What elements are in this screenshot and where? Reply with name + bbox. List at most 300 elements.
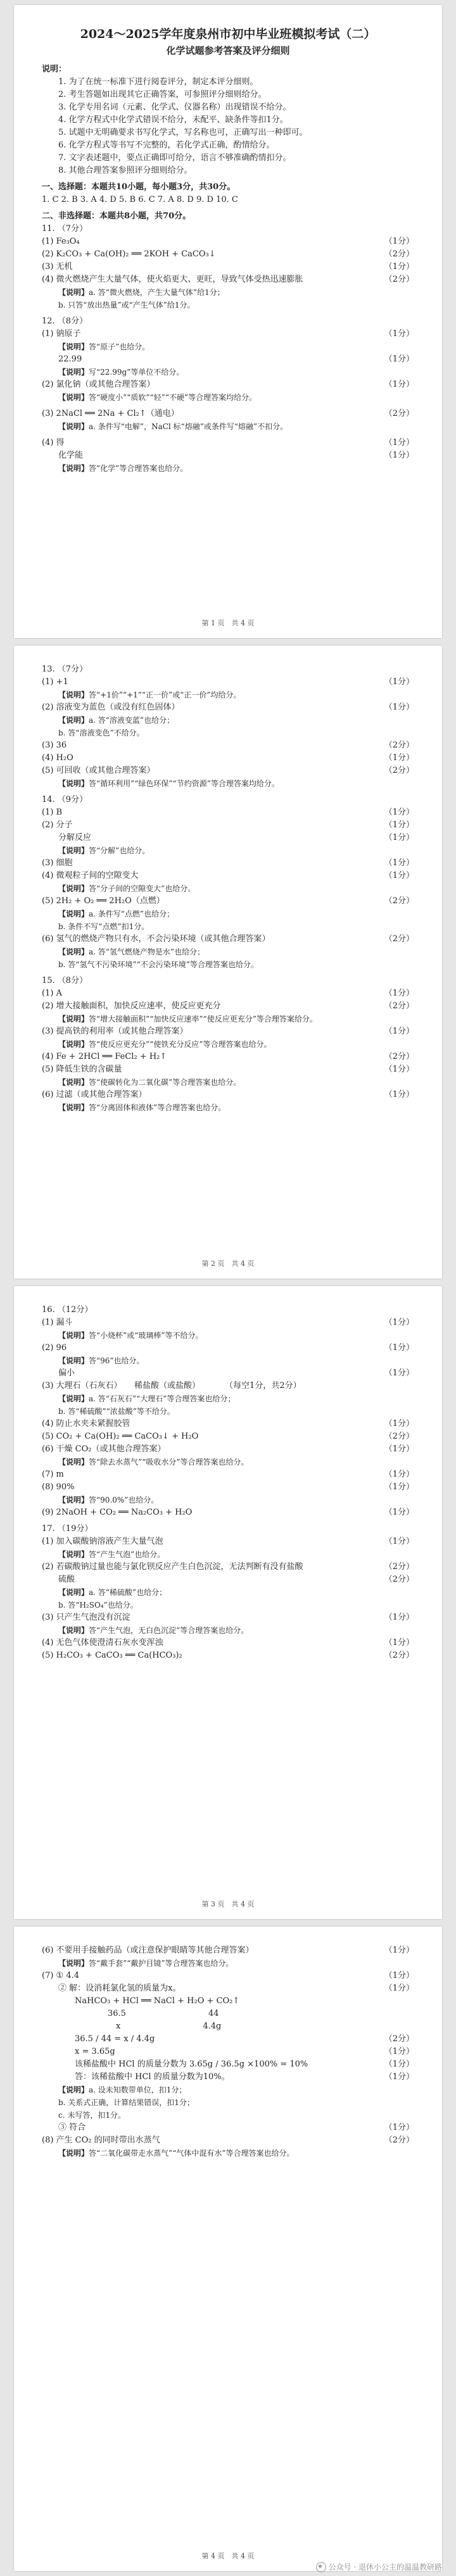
answer-line xyxy=(42,857,414,870)
answer-text: 36.5 / 44 = x / 4.4g xyxy=(42,2034,155,2044)
grading-note xyxy=(42,882,414,895)
answer-text: (4) 防止水夹未紧握胶管 xyxy=(42,1419,130,1429)
answer-text: (5) 可回收（或其他合理答案） xyxy=(42,766,155,775)
note-text: b. 答“稀硫酸”“浓盐酸”等不给分。 xyxy=(58,1407,175,1416)
answer-line xyxy=(42,1506,414,1519)
score-points: （1分） xyxy=(384,1419,414,1429)
note-label: 【说明】 xyxy=(58,288,89,297)
answer-line xyxy=(42,2058,414,2071)
grading-note xyxy=(42,714,414,727)
note-text: 答“小烧杯”或“玻璃棒”等不给分。 xyxy=(89,1331,203,1340)
grading-note xyxy=(42,1013,414,1025)
wechat-account-icon xyxy=(316,2562,326,2572)
note-text: a. 答“氢气燃烧产物是水”也给分； xyxy=(89,947,205,956)
grading-note xyxy=(42,1101,414,1114)
score-points: （1分） xyxy=(384,1090,414,1099)
score-points: （1分） xyxy=(384,1971,414,1980)
score-points: （1分） xyxy=(384,237,414,246)
score-points: （1分） xyxy=(384,1537,414,1546)
note-text: 写“22.99g”等单位不给分。 xyxy=(89,368,184,377)
note-text: b. 条件不写“点燃”扣1分。 xyxy=(58,922,149,931)
score-points: （1分） xyxy=(384,1946,414,1955)
answer-line xyxy=(42,449,414,462)
note-label: 【说明】 xyxy=(58,342,89,351)
note-label: 【说明】 xyxy=(58,1458,89,1466)
answer-text: (8) 90% xyxy=(42,1482,75,1492)
note-text: b. 答“溶液变色”不给分。 xyxy=(58,728,144,737)
note-text: a. 答“微火燃烧，产生大量气体”给1分； xyxy=(89,288,225,297)
score-points: （2分） xyxy=(384,896,414,906)
answer-line xyxy=(42,248,414,261)
note-text: 答“原子”也给分。 xyxy=(89,342,150,351)
grading-note xyxy=(42,462,414,475)
instruction-item: 4. 化学方程式中化学式错误不给分，未配平、缺条件等扣1分。 xyxy=(58,115,288,125)
watermark-text: 公众号 · 退休小公主的温温教研路 xyxy=(328,2563,442,2572)
grading-note xyxy=(42,1354,414,1367)
multiple-choice-answers: 1. C 2. B 3. A 4. D 5. B 6. C 7. A 8. D 9. D 10. C xyxy=(42,195,238,204)
score-points: （1分） xyxy=(384,451,414,460)
grading-note xyxy=(42,1329,414,1342)
answer-line xyxy=(42,1000,414,1013)
note-text: c. 未写答，扣1分。 xyxy=(58,2111,125,2120)
note-label: 【说明】 xyxy=(58,1550,89,1559)
note-label: 【说明】 xyxy=(58,1078,89,1087)
grading-note xyxy=(42,2147,414,2160)
grading-note xyxy=(42,727,414,739)
answer-line xyxy=(42,832,414,844)
grading-note xyxy=(42,1624,414,1637)
answer-line xyxy=(42,1380,414,1392)
answer-text: ③ 符合 xyxy=(42,2123,86,2132)
answer-text: (1) +1 xyxy=(42,677,68,687)
score-points: （1分） xyxy=(384,677,414,687)
answer-text: (3) 2NaCl ══ 2Na + Cl₂↑（通电） xyxy=(42,409,179,418)
score-points: （1分） xyxy=(384,380,414,389)
note-label: 【说明】 xyxy=(58,422,89,431)
page-2-content xyxy=(42,663,414,1114)
score-points: （1分） xyxy=(384,1368,414,1378)
answer-line xyxy=(42,408,414,420)
score-points: （2分） xyxy=(384,1001,414,1011)
note-label: 【说明】 xyxy=(58,1959,89,1968)
score-points: （2分） xyxy=(384,275,414,284)
answer-text: (3) 细胞 xyxy=(42,858,73,868)
note-label: 【说明】 xyxy=(58,846,89,855)
answer-text: (3) 36 xyxy=(42,741,67,750)
score-points: （1分） xyxy=(384,1470,414,1479)
answer-text: x = 3.65g xyxy=(42,2047,115,2056)
answer-line xyxy=(42,1649,414,1662)
score-points: （1分） xyxy=(384,1065,414,1074)
answer-text: (1) B xyxy=(42,808,63,817)
score-points: （1分） xyxy=(384,1638,414,1648)
grading-note xyxy=(42,1038,414,1051)
answer-line xyxy=(42,273,414,286)
score-points: （1分） xyxy=(384,833,414,842)
answer-text: (5) 2H₂ + O₂ ══ 2H₂O（点燃） xyxy=(42,896,165,906)
note-text: a. 答“石灰石”“大理石”等合理答案也给分； xyxy=(89,1394,236,1403)
equation-line: x 4.4g xyxy=(42,2022,222,2031)
answer-line xyxy=(42,1051,414,1063)
answer-text: (1) Fe₃O₄ xyxy=(42,237,80,246)
answer-text: ② 解：设消耗氯化氢的质量为x。 xyxy=(42,1984,181,1993)
note-label: 【说明】 xyxy=(58,2085,89,2094)
answer-text: 化学能 xyxy=(42,451,84,460)
answer-text: 16. （12分） xyxy=(42,1305,93,1315)
answer-line xyxy=(42,315,414,328)
answer-text: (6) 氢气的燃烧产物只有水，不会污染环境（或其他合理答案） xyxy=(42,934,270,944)
note-label: 【说明】 xyxy=(58,1626,89,1635)
answer-line xyxy=(42,701,414,714)
score-points: （2分） xyxy=(384,409,414,418)
grading-note xyxy=(42,958,414,971)
section-two-heading: 二、非选择题：本题共8小题，共70分。 xyxy=(42,211,191,221)
grading-note xyxy=(42,920,414,933)
grading-note xyxy=(42,777,414,790)
answer-text: (2) 96 xyxy=(42,1343,67,1353)
answer-text: 14. （9分） xyxy=(42,795,88,804)
note-text: b. 关系式正确，计算结果错误，扣1分； xyxy=(58,2098,194,2107)
page-footer: 第 1 页 共 4 页 xyxy=(201,619,255,627)
answer-text: 11. （7分） xyxy=(42,224,88,234)
answer-line xyxy=(42,895,414,908)
note-text: 答“+1价”“+1”“正一价”或“正一价”均给分。 xyxy=(89,691,241,699)
answer-text: 12. （8分） xyxy=(42,316,88,326)
note-text: 答“产生气泡，无白色沉淀”等合理答案也给分。 xyxy=(89,1626,249,1635)
answer-text: (4) Fe + 2HCl ══ FeCl₂ + H₂↑ xyxy=(42,1052,167,1061)
answer-line xyxy=(42,663,414,676)
page-4-content xyxy=(42,1944,414,2160)
grading-note xyxy=(42,1456,414,1468)
answer-line xyxy=(42,1970,414,1982)
score-points: （1分） xyxy=(384,753,414,763)
score-points: （2分） xyxy=(384,2034,414,2044)
note-label: 【说明】 xyxy=(58,947,89,956)
answer-line xyxy=(42,806,414,819)
grading-note xyxy=(42,844,414,857)
answer-page-1 xyxy=(14,5,442,638)
note-text: 答“96”也给分。 xyxy=(89,1356,144,1365)
answer-line xyxy=(42,1089,414,1101)
answer-line xyxy=(42,794,414,806)
grading-note xyxy=(42,391,414,404)
answer-line xyxy=(42,328,414,341)
answer-line xyxy=(42,765,414,777)
answer-text: 22.99 xyxy=(42,354,82,364)
score-points: （1分） xyxy=(384,329,414,339)
answer-page-2 xyxy=(14,646,442,1279)
score-points: （1分） xyxy=(384,858,414,868)
answer-line xyxy=(42,1342,414,1354)
note-label: 【说明】 xyxy=(58,1588,89,1597)
equation-line: 36.5 44 xyxy=(42,2009,219,2018)
answer-line xyxy=(42,1561,414,1573)
answer-line xyxy=(42,752,414,765)
note-text: b. 答“H₂SO₄”也给分。 xyxy=(58,1601,138,1610)
answer-line xyxy=(42,378,414,391)
note-text: 答“硬度小”“质软”“轻”“不硬”等合理答案均给分。 xyxy=(89,393,257,402)
score-points: （2分） xyxy=(384,2135,414,2145)
score-points: （1分） xyxy=(384,989,414,998)
answer-line xyxy=(42,2046,414,2058)
answer-text: (7) m xyxy=(42,1470,64,1479)
note-text: 答“分子间的空隙变大”也给分。 xyxy=(89,884,196,893)
grading-note xyxy=(42,1076,414,1089)
answer-line xyxy=(42,1523,414,1535)
note-label: 【说明】 xyxy=(58,1356,89,1365)
grading-note xyxy=(42,299,414,311)
answer-line xyxy=(42,933,414,946)
score-points: （1分） xyxy=(384,808,414,817)
answer-line xyxy=(42,235,414,248)
note-text: 答“化学”等合理答案也给分。 xyxy=(89,464,188,473)
answer-line xyxy=(42,1304,414,1316)
answer-text: (2) 氯化钠（或其他合理答案） xyxy=(42,380,155,389)
note-text: b. 答“氢气不污染环境”“不会污染环境”等合理答案也给分。 xyxy=(58,960,258,969)
answer-text: (5) H₂CO₃ + CaCO₃ ══ Ca(HCO₃)₂ xyxy=(42,1651,182,1660)
answer-line xyxy=(42,2122,414,2134)
note-text: a. 答“稀硫酸”也给分； xyxy=(89,1588,167,1597)
document-subtitle: 化学试题参考答案及评分细则 xyxy=(166,45,290,56)
grading-note xyxy=(42,2096,414,2109)
score-points: （1分） xyxy=(384,1444,414,1454)
grading-note xyxy=(42,2084,414,2096)
note-text: 答“分离固体和液体”等合理答案也给分。 xyxy=(89,1103,226,1112)
note-label: 【说明】 xyxy=(58,1394,89,1403)
note-label: 【说明】 xyxy=(58,1015,89,1023)
score-points: （1分） xyxy=(384,354,414,364)
answer-text: (3) 无机 xyxy=(42,262,73,272)
score-points: （1分） xyxy=(384,1027,414,1036)
answer-text: (2) K₂CO₃ + Ca(OH)₂ ══ 2KOH + CaCO₃↓ xyxy=(42,249,216,259)
score-points: （1分） xyxy=(384,2047,414,2056)
note-label: 【说明】 xyxy=(58,716,89,725)
answer-text: (1) 钠原子 xyxy=(42,329,81,339)
answer-text: (2) 增大接触面积，加快反应速率，使反应更充分 xyxy=(42,1001,221,1011)
score-points: （2分） xyxy=(384,1651,414,1660)
grading-note xyxy=(42,1405,414,1418)
watermark xyxy=(316,2561,442,2572)
answer-text: (4) 微火燃烧产生大量气体，使火焰更大、更旺，导致气体受热迅速膨胀 xyxy=(42,275,303,284)
score-points: （1分） xyxy=(384,871,414,880)
instruction-item: 2. 考生答题如出现其它正确答案，可参照评分细则给分。 xyxy=(58,90,267,99)
answer-line xyxy=(42,1611,414,1624)
answer-text: 分解反应 xyxy=(42,833,92,842)
answer-line xyxy=(42,1637,414,1649)
equation-line: NaHCO₃ + HCl ══ NaCl + H₂O + CO₂↑ xyxy=(42,1996,240,2006)
note-label: 【说明】 xyxy=(58,1040,89,1049)
grading-note xyxy=(42,689,414,701)
answer-text: (5) 降低生铁的含碳量 xyxy=(42,1065,122,1074)
answer-line xyxy=(42,739,414,752)
score-points: （1分） xyxy=(384,438,414,447)
answer-text: 17. （19分） xyxy=(42,1524,93,1534)
note-label: 【说明】 xyxy=(58,884,89,893)
document-title: 2024～2025学年度泉州市初中毕业班模拟考试（二） xyxy=(80,27,376,41)
answer-line xyxy=(42,261,414,273)
note-text: 答“循环利用”“绿色环保”“节约资源”等合理答案均给分。 xyxy=(89,779,279,788)
note-text: 答“戴手套”“戴护目镜”等合理答案也给分。 xyxy=(89,1959,234,1968)
answer-line xyxy=(42,1063,414,1076)
answer-text: (1) A xyxy=(42,989,62,998)
grading-note xyxy=(42,1494,414,1506)
score-points: （2分） xyxy=(384,934,414,944)
grading-note xyxy=(42,1586,414,1599)
note-text: a. 答“溶液变蓝”也给分； xyxy=(89,716,175,725)
instruction-item: 5. 试题中无明确要求书写化学式，写名称也可，正确写出一种即可。 xyxy=(58,128,308,137)
note-label: 【说明】 xyxy=(58,1103,89,1112)
answer-line xyxy=(42,1468,414,1481)
note-label: 【说明】 xyxy=(58,2149,89,2158)
grading-note xyxy=(42,1957,414,1970)
answer-text: (4) 微观粒子间的空隙变大 xyxy=(42,871,139,880)
note-label: 【说明】 xyxy=(58,368,89,377)
answer-line xyxy=(42,1443,414,1456)
note-label: 【说明】 xyxy=(58,779,89,788)
answer-text: 硫酸 xyxy=(42,1575,75,1584)
note-text: 答“使碳转化为二氧化碳”等合理答案也给分。 xyxy=(89,1078,241,1087)
score-points: （1分） xyxy=(384,2060,414,2069)
grading-note xyxy=(42,1599,414,1611)
score-points: （1分） xyxy=(384,262,414,272)
note-text: a. 条件写“电解”，NaCl 标“熔融”或条件写“熔融”不扣分。 xyxy=(89,422,288,431)
answer-text: (2) 分子 xyxy=(42,820,73,830)
note-text: 答“使反应更充分”“使铁充分反应”等合理答案也给分。 xyxy=(89,1040,272,1049)
score-points: （1分） xyxy=(384,1613,414,1622)
note-text: b. 只答“放出热量”或“产生气体”给1分。 xyxy=(58,301,195,309)
grading-note xyxy=(42,420,414,433)
note-label: 【说明】 xyxy=(58,910,89,918)
note-label: 【说明】 xyxy=(58,1496,89,1504)
answer-text: (4) 得 xyxy=(42,438,65,447)
page-footer: 第 3 页 共 4 页 xyxy=(201,1900,255,1908)
instruction-item: 7. 文字表述题中，要点正确即可给分，语言不够准确酌情扣分。 xyxy=(58,153,291,163)
answer-line xyxy=(42,1025,414,1038)
answer-text: (3) 大理石（石灰石） 稀盐酸（或盐酸） （每空1分，共2分） xyxy=(42,1381,301,1391)
note-text: 答“产生气泡”也给分。 xyxy=(89,1550,165,1559)
answer-text: (6) 过滤（或其他合理答案） xyxy=(42,1090,147,1099)
answer-text: 该稀盐酸中 HCl 的质量分数为 3.65g / 36.5g ×100% = 10% xyxy=(42,2060,308,2069)
answer-page-3 xyxy=(14,1286,442,1919)
answer-text: (9) 2NaOH + CO₂ ══ Na₂CO₃ + H₂O xyxy=(42,1508,193,1517)
instruction-item: 1. 为了在统一标准下进行阅卷评分，制定本评分细则。 xyxy=(58,77,258,87)
note-label: 【说明】 xyxy=(58,464,89,473)
answer-page-4 xyxy=(14,1927,442,2571)
score-points: （1分） xyxy=(384,1318,414,1327)
answer-text: (6) 干燥 CO₂（或其他合理答案） xyxy=(42,1444,166,1454)
page-footer: 第 2 页 共 4 页 xyxy=(201,1260,255,1268)
answer-line xyxy=(42,1367,414,1380)
score-points: （1分） xyxy=(384,2123,414,2132)
answer-line xyxy=(42,2134,414,2147)
answer-line xyxy=(42,1316,414,1329)
answer-text: (4) H₂O xyxy=(42,753,73,763)
grading-note xyxy=(42,341,414,353)
answer-text: (3) 提高铁的利用率（或其他合理答案） xyxy=(42,1027,188,1036)
grading-note xyxy=(42,2109,414,2122)
answer-line xyxy=(42,819,414,832)
instruction-item: 6. 化学方程式等书写不完整的，若化学式正确，酌情给分。 xyxy=(58,141,275,150)
score-points: （1分） xyxy=(384,1984,414,1993)
instructions-list xyxy=(42,76,414,177)
answer-text: 偏小 xyxy=(42,1368,75,1378)
score-points: （1分） xyxy=(384,703,414,712)
answer-line xyxy=(42,1573,414,1586)
page-3-content xyxy=(42,1304,414,1662)
answer-text: 15. （8分） xyxy=(42,976,88,985)
score-points: （2分） xyxy=(384,766,414,775)
grading-note xyxy=(42,286,414,299)
answer-line xyxy=(42,437,414,449)
answer-line xyxy=(42,1535,414,1548)
answer-line xyxy=(42,1982,414,1995)
answer-line xyxy=(42,1418,414,1430)
answer-line xyxy=(42,1481,414,1494)
answer-line xyxy=(42,223,414,235)
note-text: 答“二氧化碳带走水蒸气”“气体中混有水”等合理答案也给分。 xyxy=(89,2149,294,2158)
answer-line xyxy=(42,975,414,987)
score-points: （1分） xyxy=(384,820,414,830)
note-text: a. 条件写“点燃”也给分； xyxy=(89,910,175,918)
note-label: 【说明】 xyxy=(58,691,89,699)
note-label: 【说明】 xyxy=(58,393,89,402)
note-text: 答“分解”也给分。 xyxy=(89,846,150,855)
answer-text: 答：该稀盐酸中 HCl 的质量分数为10%。 xyxy=(42,2072,230,2082)
answer-text: (2) 若碳酸钠过量也能与氯化钡反应产生白色沉淀，无法判断有没有盐酸 xyxy=(42,1562,303,1572)
note-label: 【说明】 xyxy=(58,1331,89,1340)
answer-line xyxy=(42,870,414,882)
score-points: （2分） xyxy=(384,1432,414,1441)
score-points: （2分） xyxy=(384,1575,414,1584)
note-text: 答“增大接触面积”“加快反应速率”“使反应更充分”等合理答案给分。 xyxy=(89,1015,317,1023)
instructions-heading: 说明： xyxy=(42,65,67,74)
answer-text: (1) 加入碳酸钠溶液产生大量气泡 xyxy=(42,1537,163,1546)
instruction-item: 8. 其他合理答案参照评分细则给分。 xyxy=(58,166,193,175)
answer-line xyxy=(42,353,414,366)
answer-line xyxy=(42,676,414,689)
answer-text: 13. （7分） xyxy=(42,665,88,674)
score-points: （2分） xyxy=(384,1052,414,1061)
section-one-heading: 一、选择题：本题共10小题，每小题3分，共30分。 xyxy=(42,182,236,192)
score-points: （2分） xyxy=(384,1562,414,1572)
answer-line xyxy=(42,1430,414,1443)
score-points: （1分） xyxy=(384,1343,414,1353)
grading-note xyxy=(42,946,414,958)
grading-note xyxy=(42,1392,414,1405)
note-text: 答“90.0%”也给分。 xyxy=(89,1496,159,1504)
page-1-content xyxy=(42,223,414,475)
score-points: （1分） xyxy=(384,1482,414,1492)
note-text: a. 设未知数带单位，扣1分； xyxy=(89,2085,187,2094)
answer-line xyxy=(42,1944,414,1957)
answer-text: (4) 无色气体使澄清石灰水变浑浊 xyxy=(42,1638,163,1648)
note-text: 答“除去水蒸气”“吸收水分”等合理答案也给分。 xyxy=(89,1458,249,1466)
answer-text: (3) 只产生气泡没有沉淀 xyxy=(42,1613,130,1622)
grading-note xyxy=(42,366,414,378)
instruction-item: 3. 化学专用名词（元素、化学式、仪器名称）出现错误不给分。 xyxy=(58,103,291,112)
answer-line xyxy=(42,987,414,1000)
page-footer: 第 4 页 共 4 页 xyxy=(201,2552,255,2560)
grading-note xyxy=(42,908,414,920)
answer-line xyxy=(42,2071,414,2084)
score-points: （1分） xyxy=(384,2072,414,2082)
answer-text: (6) 不要用手接触药品（或注意保护眼睛等其他合理答案） xyxy=(42,1946,254,1955)
answer-text: (8) 产生 CO₂ 的同时带出水蒸气 xyxy=(42,2135,160,2145)
answer-text: (1) 漏斗 xyxy=(42,1318,73,1327)
answer-line xyxy=(42,2033,414,2046)
answer-text: (2) 溶液变为蓝色（或没有红色固体） xyxy=(42,703,180,712)
score-points: （2分） xyxy=(384,741,414,750)
